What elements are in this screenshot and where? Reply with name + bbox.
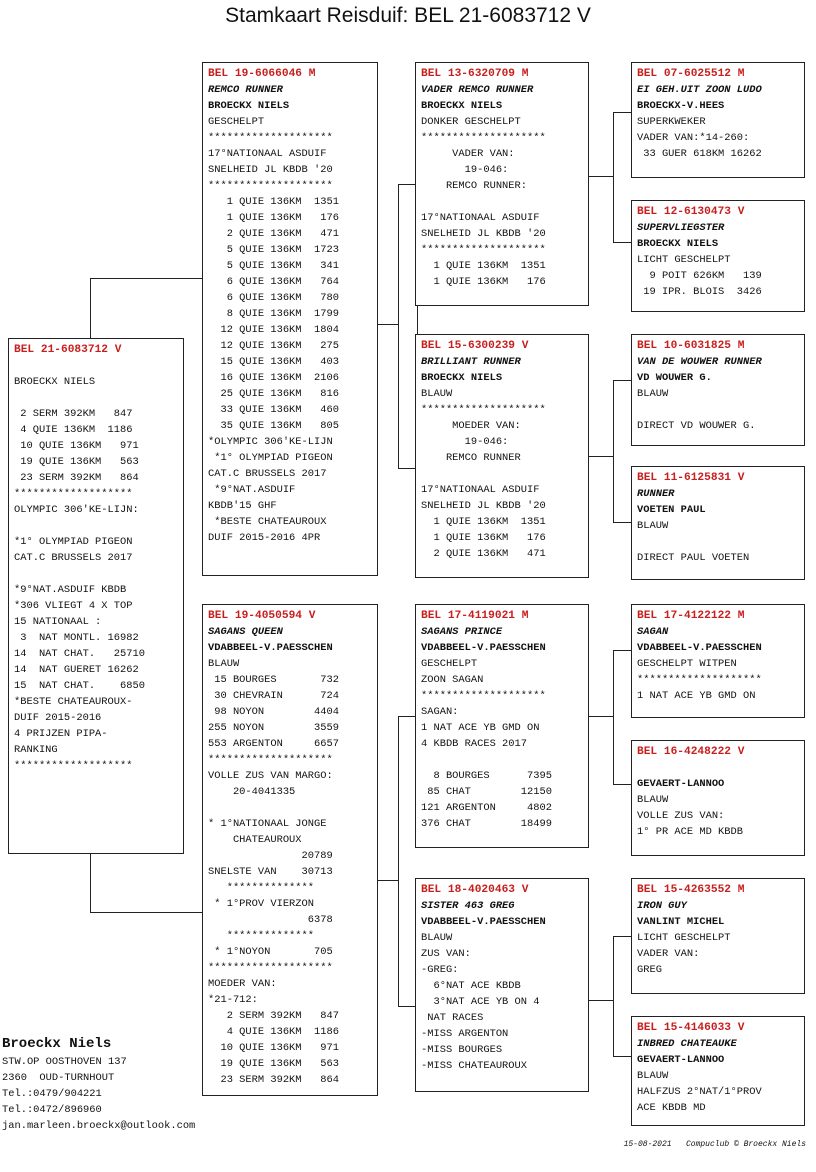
card-line: 17°NATIONAAL ASDUIF: [421, 484, 540, 496]
ring-number: BEL 17-4119021 M: [421, 610, 529, 622]
card-line: [208, 800, 372, 816]
card-line: SNELHEID JL KBDB '20: [421, 228, 546, 240]
card-line: CAT.C BRUSSELS 2017: [14, 552, 133, 564]
owner-city: 2360 OUD-TURNHOUT: [2, 1072, 115, 1084]
card-line: 17°NATIONAAL ASDUIF: [208, 148, 327, 160]
connector-ff-h2: [613, 242, 632, 243]
card-line: 35 QUIE 136KM 805: [208, 420, 339, 432]
card-line: RANKING: [14, 744, 58, 756]
card-line: 1° PR ACE MD KBDB: [637, 826, 744, 838]
card-line: SAGAN:: [421, 706, 459, 718]
card-line: *306 VLIEGT 4 X TOP: [14, 600, 133, 612]
owner-name: Broeckx Niels: [2, 1036, 112, 1052]
pigeon-name: VAN DE WOUWER RUNNER: [637, 356, 762, 368]
ring-number: BEL 15-4146033 V: [637, 1022, 745, 1034]
ring-number: BEL 12-6130473 V: [637, 206, 745, 218]
pigeon-name: [637, 760, 799, 776]
connector-mm-h2: [613, 1056, 632, 1057]
card-line: **************: [208, 930, 315, 942]
card-line: VADER VAN:*14-260:: [637, 132, 750, 144]
card-line: [637, 534, 799, 550]
card-line: 10 QUIE 136KM 971: [208, 1042, 339, 1054]
card-line: ********************: [637, 674, 762, 686]
card-line: [421, 466, 583, 482]
card-line: VOLLE ZUS VAN MARGO:: [208, 770, 333, 782]
ring-number: BEL 18-4020463 V: [421, 884, 529, 896]
breeder-name: VDABBEEL-V.PAESSCHEN: [421, 916, 546, 928]
connector-mm-vert: [613, 936, 614, 1056]
card-line: DIRECT PAUL VOETEN: [637, 552, 750, 564]
breeder-name: BROECKX NIELS: [421, 372, 503, 384]
connector-ff-vert: [613, 112, 614, 242]
card-line: OLYMPIC 306'KE-LIJN:: [14, 504, 139, 516]
card-line: 121 ARGENTON 4802: [421, 802, 552, 814]
ggp-mmf-card: [631, 878, 805, 994]
card-line: *9°NAT.ASDUIF KBDB: [14, 584, 127, 596]
card-line: *BESTE CHATEAUROUX-: [14, 696, 133, 708]
card-line: BROECKX NIELS: [14, 376, 96, 388]
breeder-name: BROECKX NIELS: [208, 100, 290, 112]
ggp-fmm-card: [631, 466, 805, 580]
card-line: *OLYMPIC 306'KE-LIJN: [208, 436, 333, 448]
card-line: ********************: [421, 244, 546, 256]
ring-number: BEL 17-4122122 M: [637, 610, 745, 622]
ring-number: BEL 15-6300239 V: [421, 340, 529, 352]
card-line: KBDB'15 GHF: [208, 500, 277, 512]
paternal-grandfather-card: [415, 62, 589, 306]
connector-ff-mid: [588, 176, 613, 177]
card-line: ********************: [421, 404, 546, 416]
card-line: 15 QUIE 136KM 403: [208, 356, 339, 368]
pigeon-name: SAGAN: [637, 626, 669, 638]
breeder-name: VDABBEEL-V.PAESSCHEN: [208, 642, 333, 654]
connector-mf-h2: [613, 784, 632, 785]
paternal-grandmother-card: [415, 334, 589, 578]
card-line: DUIF 2015-2016 4PR: [208, 532, 321, 544]
card-line: 15 NATIONAAL :: [14, 616, 102, 628]
card-line: MOEDER VAN:: [208, 978, 277, 990]
card-line: ********************: [421, 690, 546, 702]
connector-mf-h1: [613, 650, 632, 651]
pigeon-name: SAGANS QUEEN: [208, 626, 283, 638]
card-line: 6°NAT ACE KBDB: [421, 980, 521, 992]
card-line: 3 NAT MONTL. 16982: [14, 632, 139, 644]
card-line: **************: [208, 882, 315, 894]
card-line: DONKER GESCHELPT: [421, 116, 521, 128]
owner-tel-2: Tel.:0472/896960: [2, 1104, 102, 1116]
card-line: BLAUW: [637, 1070, 669, 1082]
ring-number: BEL 10-6031825 M: [637, 340, 745, 352]
card-line: 98 NOYON 4404: [208, 706, 339, 718]
breeder-name: BROECKX-V.HEES: [637, 100, 725, 112]
card-line: 19 QUIE 136KM 563: [14, 456, 139, 468]
ggp-ffm-card: [631, 200, 805, 312]
card-line: SNELHEID JL KBDB '20: [421, 500, 546, 512]
card-line: 6 QUIE 136KM 780: [208, 292, 339, 304]
card-line: 1 NAT ACE YB GMD ON: [421, 722, 540, 734]
ggp-mmm-card: [631, 1016, 805, 1126]
card-line: *9°NAT.ASDUIF: [208, 484, 296, 496]
card-line: [637, 402, 799, 418]
card-line: 14 NAT GUERET 16262: [14, 664, 139, 676]
card-line: 6378: [208, 914, 333, 926]
breeder-name: BROECKX NIELS: [421, 100, 503, 112]
card-line: -MISS BOURGES: [421, 1044, 503, 1056]
card-line: 5 QUIE 136KM 1723: [208, 244, 339, 256]
ring-number: BEL 19-4050594 V: [208, 610, 316, 622]
card-line: BLAUW: [208, 658, 240, 670]
owner-tel-1: Tel.:0479/904221: [2, 1088, 102, 1100]
pigeon-name: VADER REMCO RUNNER: [421, 84, 534, 96]
card-line: -GREG:: [421, 964, 459, 976]
ggp-mff-card: [631, 604, 805, 718]
pigeon-name: SAGANS PRINCE: [421, 626, 503, 638]
card-line: 4 KBDB RACES 2017: [421, 738, 528, 750]
connector-mm-h1: [613, 936, 632, 937]
card-line: ********************: [208, 754, 333, 766]
card-line: *21-712:: [208, 994, 258, 1006]
card-line: * 1°NOYON 705: [208, 946, 333, 958]
mother-card: [202, 604, 378, 1096]
ring-number: BEL 21-6083712 V: [14, 344, 122, 356]
card-line: 19-046:: [421, 164, 509, 176]
connector-fm-h1: [613, 380, 632, 381]
owner-address: STW.OP OOSTHOVEN 137: [2, 1056, 127, 1068]
pigeon-name: IRON GUY: [637, 900, 687, 912]
card-line: GREG: [637, 964, 662, 976]
card-line: 4 QUIE 136KM 1186: [208, 1026, 339, 1038]
card-line: 5 QUIE 136KM 341: [208, 260, 339, 272]
pigeon-name: REMCO RUNNER: [208, 84, 283, 96]
card-line: ********************: [208, 180, 333, 192]
card-line: -MISS ARGENTON: [421, 1028, 509, 1040]
connector-mf-mid: [588, 716, 613, 717]
card-line: -MISS CHATEAUROUX: [421, 1060, 528, 1072]
card-line: 8 BOURGES 7395: [421, 770, 552, 782]
pigeon-name: RUNNER: [637, 488, 675, 500]
page-title: Stamkaart Reisduif: BEL 21-6083712 V: [225, 4, 591, 27]
card-line: BLAUW: [637, 794, 669, 806]
connector-fm-vert: [613, 380, 614, 522]
connector-father-mid: [378, 324, 398, 325]
ring-number: BEL 19-6066046 M: [208, 68, 316, 80]
connector-fm-h2: [613, 522, 632, 523]
breeder-name: VD WOUWER G.: [637, 372, 712, 384]
card-line: 3°NAT ACE YB ON 4: [421, 996, 540, 1008]
card-line: 2 SERM 392KM 847: [208, 1010, 339, 1022]
card-line: 2 QUIE 136KM 471: [208, 228, 339, 240]
card-line: 25 QUIE 136KM 816: [208, 388, 339, 400]
card-line: 33 QUIE 136KM 460: [208, 404, 339, 416]
connector-ff-h1: [613, 112, 632, 113]
breeder-name: VOETEN PAUL: [637, 504, 706, 516]
card-line: 1 QUIE 136KM 1351: [208, 196, 339, 208]
card-line: GESCHELPT: [208, 116, 265, 128]
breeder-name: BROECKX NIELS: [637, 238, 719, 250]
connector-mother-vert: [398, 716, 399, 1006]
card-line: [14, 390, 178, 406]
ring-number: BEL 11-6125831 V: [637, 472, 745, 484]
breeder-name: VDABBEEL-V.PAESSCHEN: [421, 642, 546, 654]
card-line: BLAUW: [421, 932, 453, 944]
card-line: *******************: [14, 488, 133, 500]
card-line: 1 QUIE 136KM 1351: [421, 260, 546, 272]
card-line: DUIF 2015-2016: [14, 712, 102, 724]
connector-subject-father: [90, 278, 205, 341]
ring-number: BEL 13-6320709 M: [421, 68, 529, 80]
maternal-grandmother-card: [415, 878, 589, 1092]
pigeon-name: SISTER 463 GREG: [421, 900, 515, 912]
card-line: [14, 358, 178, 374]
breeder-name: VDABBEEL-V.PAESSCHEN: [637, 642, 762, 654]
card-line: 1 QUIE 136KM 1351: [421, 516, 546, 528]
card-line: [421, 752, 583, 768]
card-line: 4 PRIJZEN PIPA-: [14, 728, 108, 740]
ggp-fmf-card: [631, 334, 805, 446]
subject-pigeon-card: [8, 338, 184, 854]
ggp-fff-card: [631, 62, 805, 178]
pigeon-name: BRILLIANT RUNNER: [421, 356, 521, 368]
card-line: 1 QUIE 136KM 176: [208, 212, 339, 224]
card-line: LICHT GESCHELPT: [637, 254, 731, 266]
breeder-name: GEVAERT-LANNOO: [637, 778, 725, 790]
card-line: DIRECT VD WOUWER G.: [637, 420, 756, 432]
card-line: SUPERKWEKER: [637, 116, 706, 128]
card-line: 33 GUER 618KM 16262: [637, 148, 762, 160]
ring-number: BEL 16-4248222 V: [637, 746, 745, 758]
card-line: 17°NATIONAAL ASDUIF: [421, 212, 540, 224]
card-line: 85 CHAT 12150: [421, 786, 552, 798]
card-line: NAT RACES: [421, 1012, 484, 1024]
pigeon-name: SUPERVLIEGSTER: [637, 222, 725, 234]
card-line: 14 NAT CHAT. 25710: [14, 648, 145, 660]
card-line: GESCHELPT: [421, 658, 478, 670]
card-line: *1° OLYMPIAD PIGEON: [14, 536, 133, 548]
card-line: ********************: [421, 132, 546, 144]
card-line: 1 NAT ACE YB GMD ON: [637, 690, 756, 702]
card-line: ********************: [208, 962, 333, 974]
card-line: 19-046:: [421, 436, 509, 448]
card-line: 15 BOURGES 732: [208, 674, 339, 686]
card-line: REMCO RUNNER:: [421, 180, 528, 192]
card-line: VADER VAN:: [421, 148, 515, 160]
owner-contact: [2, 1034, 195, 1134]
card-line: ********************: [208, 132, 333, 144]
card-line: BLAUW: [637, 520, 669, 532]
card-line: GESCHELPT WITPEN: [637, 658, 737, 670]
ggp-mfm-card: [631, 740, 805, 856]
card-line: 23 SERM 392KM 864: [208, 1074, 339, 1086]
card-line: 553 ARGENTON 6657: [208, 738, 339, 750]
card-line: 19 QUIE 136KM 563: [208, 1058, 339, 1070]
card-line: HALFZUS 2°NAT/1°PROV: [637, 1086, 762, 1098]
maternal-grandfather-card: [415, 604, 589, 848]
connector-fm-mid: [588, 456, 613, 457]
card-line: 9 POIT 626KM 139: [637, 270, 762, 282]
ring-number: BEL 15-4263552 M: [637, 884, 745, 896]
father-card: [202, 62, 378, 576]
card-line: 255 NOYON 3559: [208, 722, 339, 734]
connector-ff-top: [588, 112, 632, 242]
footer-credit: 15-08-2021 Compuclub © Broeckx Niels: [623, 1140, 806, 1149]
card-line: 23 SERM 392KM 864: [14, 472, 139, 484]
card-line: 1 QUIE 136KM 176: [421, 276, 546, 288]
card-line: [421, 194, 583, 210]
card-line: 8 QUIE 136KM 1799: [208, 308, 339, 320]
connector-mf-vert: [613, 650, 614, 784]
card-line: BLAUW: [637, 388, 669, 400]
card-line: CHATEAUROUX: [208, 834, 302, 846]
card-line: *BESTE CHATEAUROUX: [208, 516, 327, 528]
card-line: CAT.C BRUSSELS 2017: [208, 468, 327, 480]
pigeon-name: INBRED CHATEAUKE: [637, 1038, 737, 1050]
card-line: VOLLE ZUS VAN:: [637, 810, 725, 822]
card-line: 20789: [208, 850, 333, 862]
card-line: 4 QUIE 136KM 1186: [14, 424, 133, 436]
connector-mother-mid: [378, 880, 398, 881]
card-line: SNELHEID JL KBDB '20: [208, 164, 333, 176]
connector-mm-mid: [588, 1000, 613, 1001]
card-line: 10 QUIE 136KM 971: [14, 440, 139, 452]
card-line: 30 CHEVRAIN 724: [208, 690, 339, 702]
card-line: ACE KBDB MD: [637, 1102, 706, 1114]
card-line: 16 QUIE 136KM 2106: [208, 372, 339, 384]
card-line: [14, 566, 178, 582]
card-line: BLAUW: [421, 388, 453, 400]
card-line: 2 QUIE 136KM 471: [421, 548, 546, 560]
breeder-name: GEVAERT-LANNOO: [637, 1054, 725, 1066]
card-line: SNELSTE VAN 30713: [208, 866, 333, 878]
card-line: MOEDER VAN:: [421, 420, 521, 432]
card-line: * 1°PROV VIERZON: [208, 898, 315, 910]
card-line: 376 CHAT 18499: [421, 818, 552, 830]
card-line: LICHT GESCHELPT: [637, 932, 731, 944]
card-line: *******************: [14, 760, 133, 772]
ring-number: BEL 07-6025512 M: [637, 68, 745, 80]
card-line: REMCO RUNNER: [421, 452, 521, 464]
card-line: ZOON SAGAN: [421, 674, 484, 686]
card-line: 6 QUIE 136KM 764: [208, 276, 339, 288]
card-line: 19 IPR. BLOIS 3426: [637, 286, 762, 298]
owner-email: jan.marleen.broeckx@outlook.com: [2, 1120, 196, 1132]
card-line: [14, 518, 178, 534]
card-line: 20-4041335: [208, 786, 296, 798]
pigeon-name: EI GEH.UIT ZOON LUDO: [637, 84, 762, 96]
card-line: VADER VAN:: [637, 948, 700, 960]
card-line: * 1°NATIONAAL JONGE: [208, 818, 327, 830]
connector-father-vert: [398, 184, 399, 468]
card-line: 2 SERM 392KM 847: [14, 408, 133, 420]
card-line: 12 QUIE 136KM 1804: [208, 324, 339, 336]
card-line: 12 QUIE 136KM 275: [208, 340, 339, 352]
card-line: *1° OLYMPIAD PIGEON: [208, 452, 333, 464]
card-line: ZUS VAN:: [421, 948, 471, 960]
card-line: 1 QUIE 136KM 176: [421, 532, 546, 544]
breeder-name: VANLINT MICHEL: [637, 916, 725, 928]
card-line: 15 NAT CHAT. 6850: [14, 680, 145, 692]
